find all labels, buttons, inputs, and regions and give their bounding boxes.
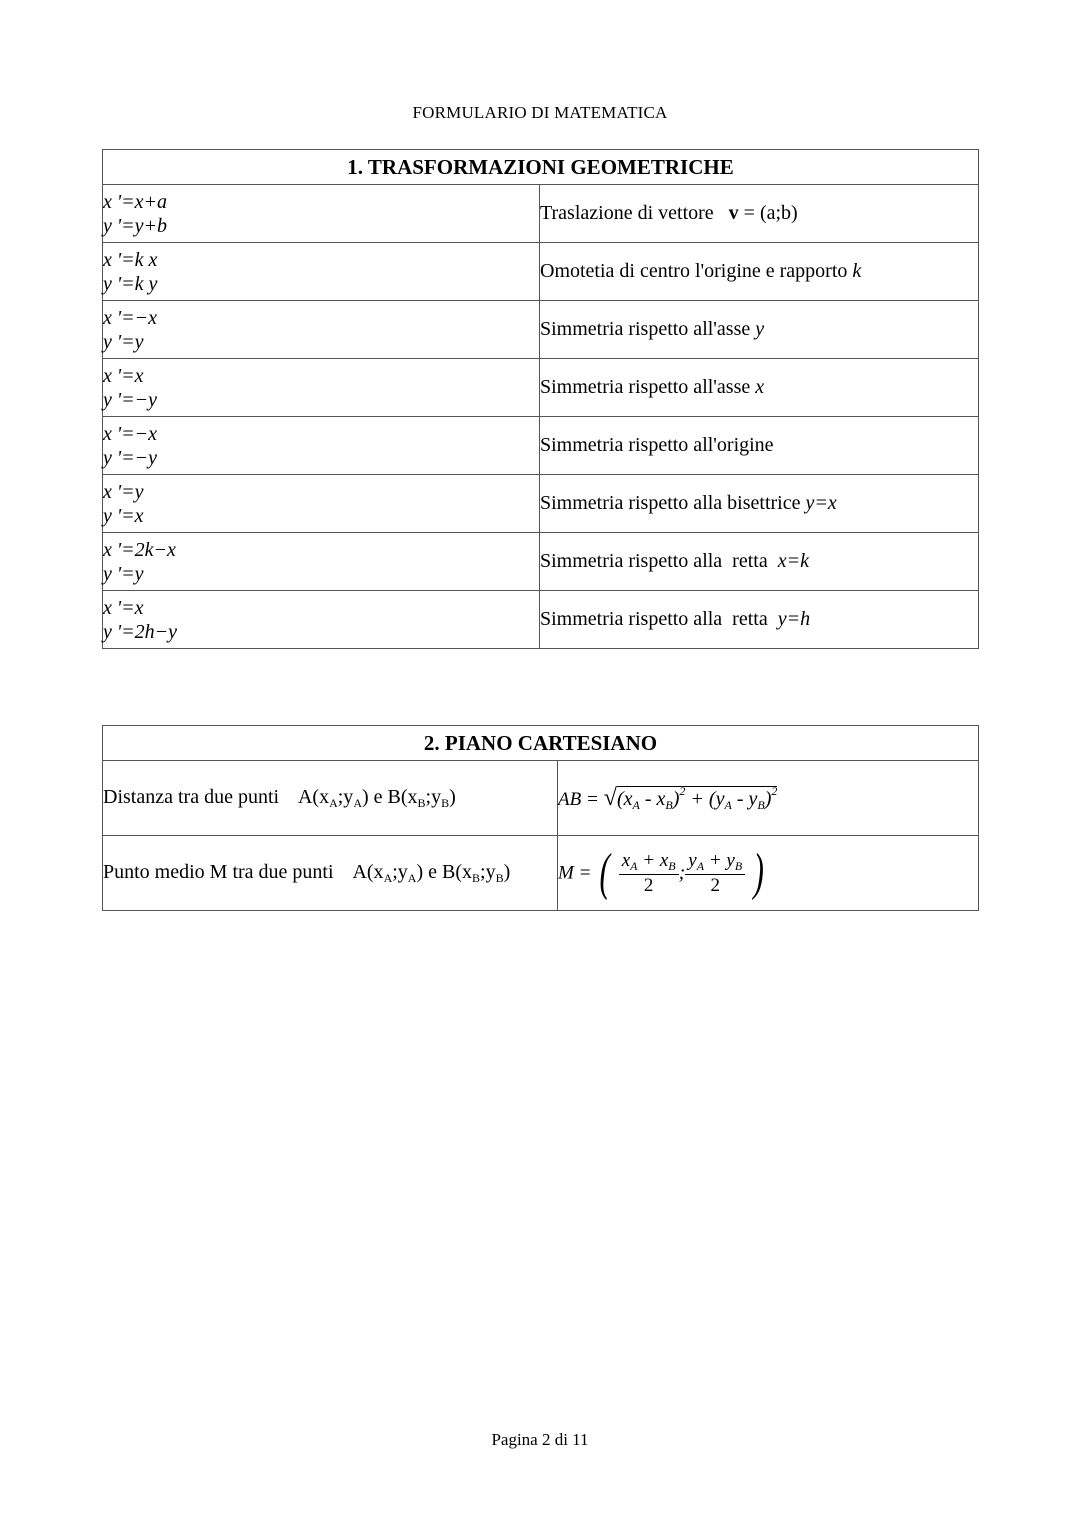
description-cell (540, 185, 979, 243)
fraction-y: $\frac{y_A + y_B}{2}$ (685, 850, 745, 897)
description-text: Traslazione di vettore (540, 202, 714, 224)
section-title: 1. TRASFORMAZIONI GEOMETRICHE (103, 150, 979, 185)
midpoint-formula-cell (558, 836, 979, 911)
fraction-x: $\frac{x_A + x_B}{2}$ (619, 850, 679, 897)
formula-cell (103, 185, 540, 243)
table-row (103, 359, 979, 417)
table-row (103, 417, 979, 475)
description-text: Omotetia di centro l'origine e rapporto (540, 260, 848, 282)
formula-x: x '=−x (103, 306, 158, 329)
document-header: FORMULARIO DI MATEMATICA (412, 103, 668, 122)
formula-cell (103, 417, 540, 475)
description-variable: k (852, 260, 862, 282)
section-title: 2. PIANO CARTESIANO (103, 726, 979, 761)
midpoint-lhs: M = (558, 862, 592, 883)
distance-formula (558, 783, 778, 812)
formula-cell (103, 243, 540, 301)
distance-label: Distanza tra due punti (103, 785, 280, 808)
table-row (103, 591, 979, 649)
description-cell (540, 359, 979, 417)
formula-x: x '=x (103, 596, 144, 619)
vector-value: = (a;b) (738, 202, 798, 224)
formula-y: y '=y (103, 330, 144, 353)
table-row (103, 836, 979, 911)
table-row (103, 533, 979, 591)
description-cell (540, 475, 979, 533)
formula-cell (103, 301, 540, 359)
description-cell (540, 417, 979, 475)
description-text: Simmetria rispetto alla bisettrice (540, 492, 801, 514)
cartesian-plane-table (102, 725, 979, 911)
formula-cell (103, 533, 540, 591)
page-number: Pagina 2 di 11 (491, 1430, 589, 1449)
description-text: Simmetria rispetto alla retta (540, 608, 773, 630)
description-variable: x (755, 376, 765, 398)
table-row (103, 475, 979, 533)
formula-x: x '=2k−x (103, 538, 176, 561)
description-variable: y (755, 318, 765, 340)
denominator: 2 (643, 874, 654, 896)
formula-y: y '=2h−y (103, 620, 178, 643)
midpoint-label-cell (103, 836, 558, 911)
description-cell (540, 591, 979, 649)
denominator: 2 (710, 874, 720, 896)
formula-y: y '=y+b (103, 214, 168, 237)
description-cell (540, 243, 979, 301)
sqrt-icon: √ (603, 784, 617, 811)
distance-lhs: AB = (558, 788, 599, 810)
points-text: $A(x_A;y_A)$ e $B(x_B;y_B)$ (297, 785, 456, 810)
formula-x: x '=y (103, 480, 144, 503)
formula-cell (103, 475, 540, 533)
formula-y: y '=−y (103, 388, 158, 411)
description-cell (540, 533, 979, 591)
vector-label: v (728, 202, 739, 224)
transformations-table (102, 149, 979, 649)
formula-x: x '=−x (103, 422, 158, 445)
description-text: Simmetria rispetto all'origine (540, 434, 774, 456)
description-text: Simmetria rispetto alla retta (540, 550, 773, 572)
midpoint-label: Punto medio M tra due punti (103, 860, 334, 883)
description-text: Simmetria rispetto all'asse (540, 318, 751, 340)
description-variable: y=x (805, 492, 837, 514)
description-variable: y=h (777, 608, 811, 630)
formula-cell (103, 359, 540, 417)
formula-y: y '=x (103, 504, 144, 527)
description-cell (540, 301, 979, 359)
formula-x: x '=x (103, 364, 144, 387)
table-row (103, 301, 979, 359)
radicand: $(x_A - x_B)^2 + (y_A - y_B)^2$ (616, 783, 778, 812)
right-paren-icon: ) (753, 844, 765, 901)
formula-cell (103, 591, 540, 649)
formula-x: x '=x+a (103, 190, 168, 213)
left-paren-icon: ( (599, 844, 611, 901)
table-row (103, 761, 979, 836)
formula-y: y '=−y (103, 446, 158, 469)
table-row (103, 185, 979, 243)
formula-y: y '=k y (103, 272, 158, 295)
points-text: $A(x_A;y_A)$ e $B(x_B;y_B)$ (352, 860, 511, 885)
description-variable: x=k (777, 550, 809, 572)
distance-label-cell (103, 761, 558, 836)
table-row (103, 243, 979, 301)
description-text: Simmetria rispetto all'asse (540, 376, 751, 398)
midpoint-formula: M = ( $\frac{x_A + x_B}{2}$ ; $\frac{y_A + y_B}{2}$ ) (558, 844, 765, 901)
formula-y: y '=y (103, 562, 144, 585)
formula-x: x '=k x (103, 248, 158, 271)
distance-formula-cell (558, 761, 979, 836)
